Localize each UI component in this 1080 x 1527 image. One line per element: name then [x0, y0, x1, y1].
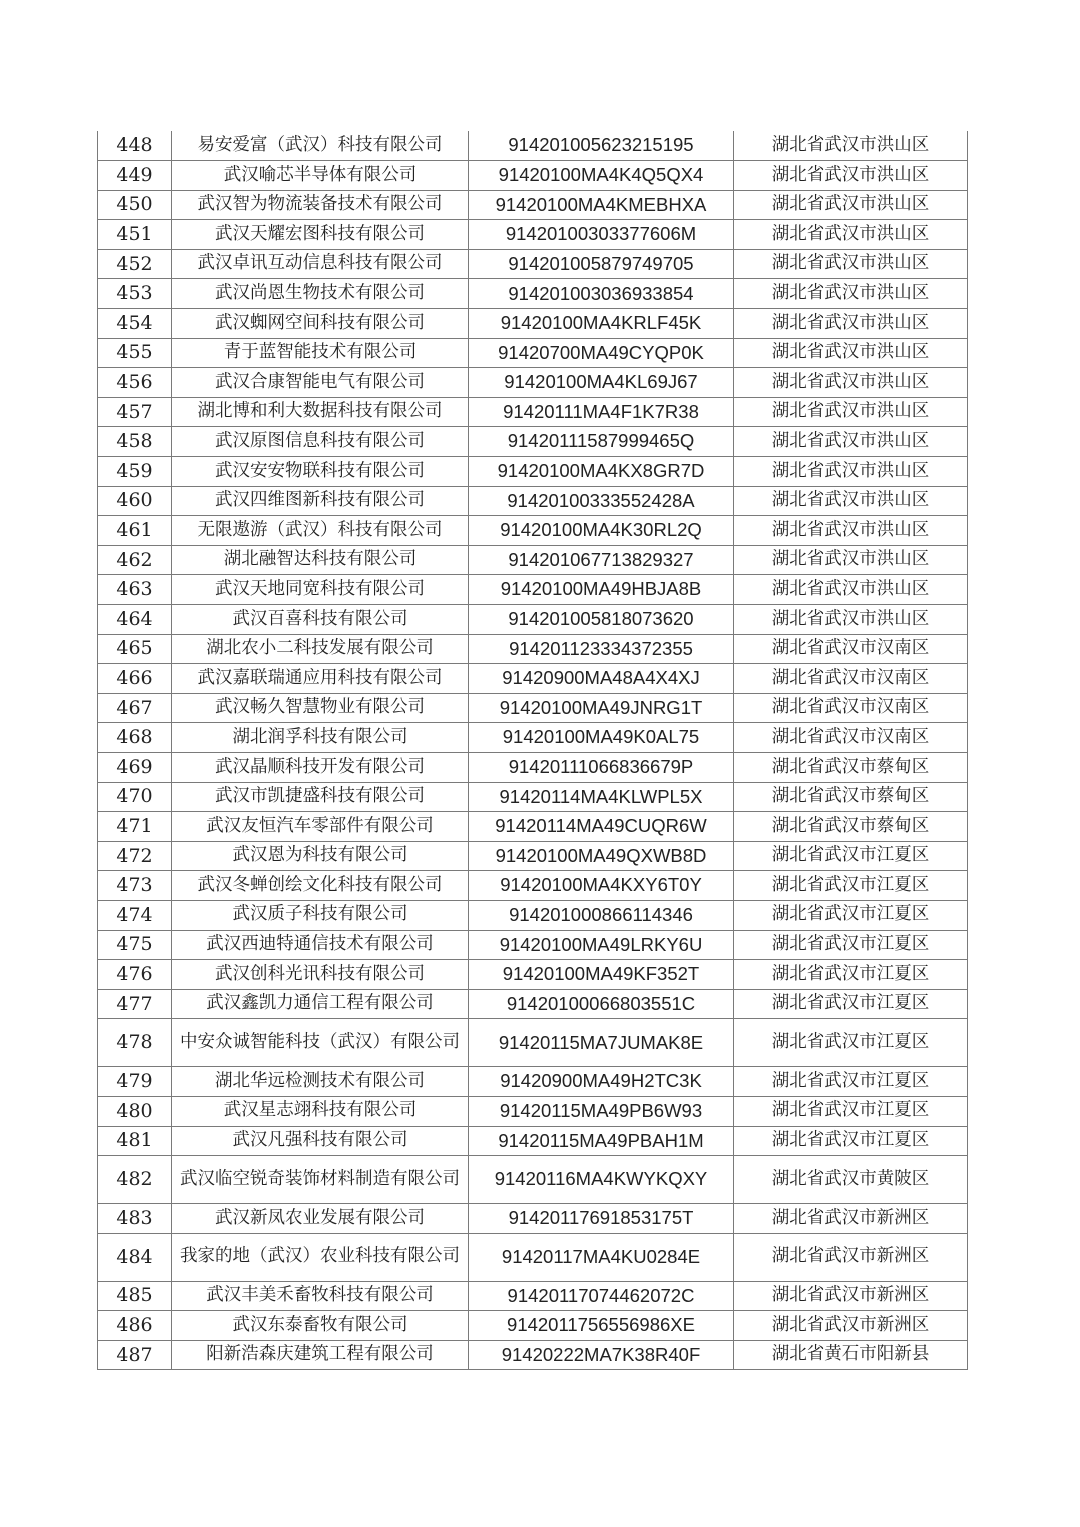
credit-code: 91420100MA4K30RL2Q — [469, 516, 734, 546]
credit-code: 91420111066836679P — [469, 752, 734, 782]
company-location: 湖北省武汉市洪山区 — [734, 368, 968, 398]
table-row — [98, 545, 968, 575]
table-row — [98, 1340, 968, 1370]
company-location: 湖北省武汉市蔡甸区 — [734, 752, 968, 782]
company-name: 武汉尚恩生物技术有限公司 — [172, 279, 469, 309]
company-name: 武汉合康智能电气有限公司 — [172, 368, 469, 398]
company-location: 湖北省武汉市江夏区 — [734, 841, 968, 871]
company-location: 湖北省武汉市汉南区 — [734, 634, 968, 664]
table-row — [98, 1019, 968, 1067]
credit-code: 91420111587999465Q — [469, 427, 734, 457]
row-number: 479 — [98, 1067, 172, 1097]
credit-code: 91420100333552428A — [469, 486, 734, 516]
company-name: 武汉友恒汽车零部件有限公司 — [172, 812, 469, 842]
company-name: 武汉天耀宏图科技有限公司 — [172, 220, 469, 250]
table-row — [98, 752, 968, 782]
table-row — [98, 723, 968, 753]
credit-code: 914201123334372355 — [469, 634, 734, 664]
table-row — [98, 930, 968, 960]
credit-code: 914201005818073620 — [469, 605, 734, 635]
company-location: 湖北省武汉市洪山区 — [734, 545, 968, 575]
company-name: 武汉东泰畜牧有限公司 — [172, 1311, 469, 1341]
credit-code: 9142011756556986XE — [469, 1311, 734, 1341]
table-row — [98, 782, 968, 812]
row-number: 454 — [98, 309, 172, 339]
credit-code: 91420100066803551C — [469, 989, 734, 1019]
company-location: 湖北省武汉市新洲区 — [734, 1281, 968, 1311]
table-row — [98, 457, 968, 487]
credit-code: 91420900MA49H2TC3K — [469, 1067, 734, 1097]
company-name: 武汉创科光讯科技有限公司 — [172, 960, 469, 990]
table-row — [98, 427, 968, 457]
table-body — [98, 131, 968, 1370]
company-name: 武汉晶顺科技开发有限公司 — [172, 752, 469, 782]
credit-code: 91420117074462072C — [469, 1281, 734, 1311]
row-number: 470 — [98, 782, 172, 812]
company-name: 武汉市凯捷盛科技有限公司 — [172, 782, 469, 812]
credit-code: 91420100303377606M — [469, 220, 734, 250]
company-location: 湖北省武汉市汉南区 — [734, 664, 968, 694]
row-number: 456 — [98, 368, 172, 398]
row-number: 476 — [98, 960, 172, 990]
credit-code: 914201067713829327 — [469, 545, 734, 575]
credit-code: 914201005879749705 — [469, 249, 734, 279]
table-row — [98, 397, 968, 427]
company-name: 武汉天地同宽科技有限公司 — [172, 575, 469, 605]
table-row — [98, 161, 968, 191]
row-number: 464 — [98, 605, 172, 635]
company-location: 湖北省武汉市新洲区 — [734, 1204, 968, 1234]
company-name: 武汉原图信息科技有限公司 — [172, 427, 469, 457]
credit-code: 91420117691853175T — [469, 1204, 734, 1234]
credit-code: 91420100MA4KXY6T0Y — [469, 871, 734, 901]
table-row — [98, 1233, 968, 1281]
company-location: 湖北省武汉市洪山区 — [734, 457, 968, 487]
company-name: 武汉丰美禾畜牧科技有限公司 — [172, 1281, 469, 1311]
company-list-table — [97, 131, 968, 1370]
company-name: 武汉蜘网空间科技有限公司 — [172, 309, 469, 339]
credit-code: 91420100MA4KMEBHXA — [469, 190, 734, 220]
table-row — [98, 900, 968, 930]
table-row — [98, 693, 968, 723]
company-location: 湖北省武汉市汉南区 — [734, 723, 968, 753]
company-name: 武汉四维图新科技有限公司 — [172, 486, 469, 516]
row-number: 461 — [98, 516, 172, 546]
row-number: 450 — [98, 190, 172, 220]
company-name: 武汉卓讯互动信息科技有限公司 — [172, 249, 469, 279]
credit-code: 91420100MA49HBJA8B — [469, 575, 734, 605]
table-row — [98, 516, 968, 546]
row-number: 477 — [98, 989, 172, 1019]
company-location: 湖北省武汉市江夏区 — [734, 900, 968, 930]
company-location: 湖北省武汉市洪山区 — [734, 309, 968, 339]
company-name: 湖北农小二科技发展有限公司 — [172, 634, 469, 664]
company-name: 武汉嘉联瑞通应用科技有限公司 — [172, 664, 469, 694]
company-name: 武汉安安物联科技有限公司 — [172, 457, 469, 487]
row-number: 474 — [98, 900, 172, 930]
row-number: 478 — [98, 1019, 172, 1067]
company-location: 湖北省武汉市洪山区 — [734, 338, 968, 368]
credit-code: 914201000866114346 — [469, 900, 734, 930]
company-location: 湖北省武汉市洪山区 — [734, 131, 968, 161]
table-row — [98, 131, 968, 161]
company-location: 湖北省武汉市新洲区 — [734, 1233, 968, 1281]
row-number: 457 — [98, 397, 172, 427]
table-row — [98, 1096, 968, 1126]
row-number: 472 — [98, 841, 172, 871]
company-name: 武汉临空锐奇装饰材料制造有限公司 — [172, 1156, 469, 1204]
table-row — [98, 575, 968, 605]
credit-code: 91420700MA49CYQP0K — [469, 338, 734, 368]
table-row — [98, 871, 968, 901]
company-name: 武汉畅久智慧物业有限公司 — [172, 693, 469, 723]
row-number: 448 — [98, 131, 172, 161]
table-row — [98, 249, 968, 279]
company-name: 易安爱富（武汉）科技有限公司 — [172, 131, 469, 161]
company-location: 湖北省武汉市洪山区 — [734, 605, 968, 635]
table-row — [98, 664, 968, 694]
company-location: 湖北省武汉市江夏区 — [734, 1126, 968, 1156]
table-row — [98, 841, 968, 871]
row-number: 452 — [98, 249, 172, 279]
company-location: 湖北省武汉市江夏区 — [734, 1096, 968, 1126]
credit-code: 914201005623215195 — [469, 131, 734, 161]
row-number: 487 — [98, 1340, 172, 1370]
company-name: 武汉凡强科技有限公司 — [172, 1126, 469, 1156]
company-location: 湖北省武汉市江夏区 — [734, 930, 968, 960]
credit-code: 91420100MA49KF352T — [469, 960, 734, 990]
credit-code: 91420900MA48A4X4XJ — [469, 664, 734, 694]
row-number: 451 — [98, 220, 172, 250]
company-name: 湖北博和利大数据科技有限公司 — [172, 397, 469, 427]
company-name: 青于蓝智能技术有限公司 — [172, 338, 469, 368]
table-row — [98, 1067, 968, 1097]
company-location: 湖北省武汉市新洲区 — [734, 1311, 968, 1341]
table-row — [98, 1156, 968, 1204]
table-row — [98, 190, 968, 220]
company-location: 湖北省武汉市江夏区 — [734, 1019, 968, 1067]
row-number: 475 — [98, 930, 172, 960]
credit-code: 91420100MA4KRLF45K — [469, 309, 734, 339]
company-name: 武汉鑫凯力通信工程有限公司 — [172, 989, 469, 1019]
company-name: 武汉百喜科技有限公司 — [172, 605, 469, 635]
credit-code: 91420115MA7JUMAK8E — [469, 1019, 734, 1067]
row-number: 473 — [98, 871, 172, 901]
company-name: 武汉质子科技有限公司 — [172, 900, 469, 930]
table-row — [98, 605, 968, 635]
table-row — [98, 960, 968, 990]
company-location: 湖北省武汉市江夏区 — [734, 960, 968, 990]
company-name: 武汉喻芯半导体有限公司 — [172, 161, 469, 191]
row-number: 469 — [98, 752, 172, 782]
company-location: 湖北省武汉市洪山区 — [734, 279, 968, 309]
row-number: 485 — [98, 1281, 172, 1311]
company-location: 湖北省武汉市洪山区 — [734, 161, 968, 191]
table-row — [98, 989, 968, 1019]
company-name: 湖北润孚科技有限公司 — [172, 723, 469, 753]
credit-code: 91420115MA49PB6W93 — [469, 1096, 734, 1126]
table-row — [98, 1311, 968, 1341]
row-number: 466 — [98, 664, 172, 694]
company-name: 武汉星志翊科技有限公司 — [172, 1096, 469, 1126]
credit-code: 91420222MA7K38R40F — [469, 1340, 734, 1370]
row-number: 484 — [98, 1233, 172, 1281]
credit-code: 91420100MA49JNRG1T — [469, 693, 734, 723]
row-number: 482 — [98, 1156, 172, 1204]
company-name: 武汉冬蝉创绘文化科技有限公司 — [172, 871, 469, 901]
row-number: 458 — [98, 427, 172, 457]
row-number: 471 — [98, 812, 172, 842]
row-number: 463 — [98, 575, 172, 605]
company-location: 湖北省武汉市蔡甸区 — [734, 812, 968, 842]
row-number: 460 — [98, 486, 172, 516]
company-name: 武汉西迪特通信技术有限公司 — [172, 930, 469, 960]
credit-code: 91420100MA4KX8GR7D — [469, 457, 734, 487]
company-location: 湖北省武汉市洪山区 — [734, 516, 968, 546]
company-location: 湖北省武汉市洪山区 — [734, 575, 968, 605]
credit-code: 91420100MA49LRKY6U — [469, 930, 734, 960]
row-number: 467 — [98, 693, 172, 723]
credit-code: 91420100MA4KL69J67 — [469, 368, 734, 398]
company-location: 湖北省武汉市江夏区 — [734, 989, 968, 1019]
company-location: 湖北省武汉市黄陂区 — [734, 1156, 968, 1204]
company-name: 湖北华远检测技术有限公司 — [172, 1067, 469, 1097]
company-name: 武汉智为物流装备技术有限公司 — [172, 190, 469, 220]
company-location: 湖北省武汉市汉南区 — [734, 693, 968, 723]
company-location: 湖北省武汉市江夏区 — [734, 1067, 968, 1097]
row-number: 462 — [98, 545, 172, 575]
table-row — [98, 309, 968, 339]
row-number: 481 — [98, 1126, 172, 1156]
table-row — [98, 368, 968, 398]
credit-code: 91420117MA4KU0284E — [469, 1233, 734, 1281]
row-number: 468 — [98, 723, 172, 753]
credit-code: 914201003036933854 — [469, 279, 734, 309]
row-number: 455 — [98, 338, 172, 368]
company-location: 湖北省武汉市洪山区 — [734, 220, 968, 250]
company-name: 中安众诚智能科技（武汉）有限公司 — [172, 1019, 469, 1067]
table-row — [98, 279, 968, 309]
table-row — [98, 338, 968, 368]
credit-code: 91420116MA4KWYKQXY — [469, 1156, 734, 1204]
table-row — [98, 634, 968, 664]
row-number: 486 — [98, 1311, 172, 1341]
company-name: 阳新浩森庆建筑工程有限公司 — [172, 1340, 469, 1370]
table-row — [98, 1281, 968, 1311]
company-name: 我家的地（武汉）农业科技有限公司 — [172, 1233, 469, 1281]
row-number: 483 — [98, 1204, 172, 1234]
table-row — [98, 1204, 968, 1234]
company-location: 湖北省武汉市洪山区 — [734, 190, 968, 220]
company-name: 武汉新凤农业发展有限公司 — [172, 1204, 469, 1234]
table-row — [98, 486, 968, 516]
company-location: 湖北省武汉市江夏区 — [734, 871, 968, 901]
row-number: 453 — [98, 279, 172, 309]
company-location: 湖北省黄石市阳新县 — [734, 1340, 968, 1370]
company-name: 湖北融智达科技有限公司 — [172, 545, 469, 575]
row-number: 480 — [98, 1096, 172, 1126]
table-row — [98, 1126, 968, 1156]
credit-code: 91420100MA49K0AL75 — [469, 723, 734, 753]
credit-code: 91420111MA4F1K7R38 — [469, 397, 734, 427]
credit-code: 91420100MA4K4Q5QX4 — [469, 161, 734, 191]
company-location: 湖北省武汉市蔡甸区 — [734, 782, 968, 812]
company-name: 武汉恩为科技有限公司 — [172, 841, 469, 871]
company-location: 湖北省武汉市洪山区 — [734, 486, 968, 516]
company-name: 无限遨游（武汉）科技有限公司 — [172, 516, 469, 546]
table-row — [98, 220, 968, 250]
credit-code: 91420100MA49QXWB8D — [469, 841, 734, 871]
credit-code: 91420115MA49PBAH1M — [469, 1126, 734, 1156]
table-row — [98, 812, 968, 842]
row-number: 465 — [98, 634, 172, 664]
company-location: 湖北省武汉市洪山区 — [734, 397, 968, 427]
company-location: 湖北省武汉市洪山区 — [734, 427, 968, 457]
company-location: 湖北省武汉市洪山区 — [734, 249, 968, 279]
credit-code: 91420114MA49CUQR6W — [469, 812, 734, 842]
row-number: 449 — [98, 161, 172, 191]
credit-code: 91420114MA4KLWPL5X — [469, 782, 734, 812]
row-number: 459 — [98, 457, 172, 487]
